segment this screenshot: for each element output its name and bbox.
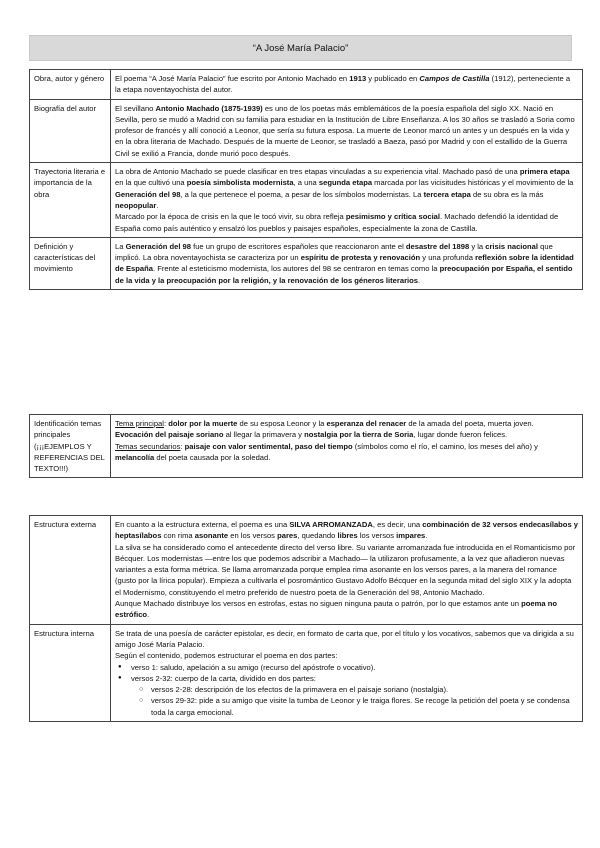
row-temas bbox=[30, 415, 583, 478]
table-group-3 bbox=[29, 515, 583, 722]
content-temas: Tema principal: dolor por la muerte de su esposa Leonor y la esperanza del renacer de la amada del poeta, muerta joven. Evocación del paisaje soriano al llegar la primavera y nostalgia por la tierra de Soria, lugar donde fueron felices. Temas secundarios: paisaje con valor sentimental, paso del tiempo (símbolos como el río, el camino, los meses del año) y melancolía del poeta causada por la soledad. bbox=[111, 415, 583, 478]
content-definicion: La Generación del 98 fue un grupo de escritores españoles que reaccionaron ante el desastre del 1898 y la crisis nacional que implicó. La obra noventayochista se caracteriza por un espíritu de protesta y renovación y una profunda reflexión sobre la identidad de España. Frente al esteticismo modernista, los autores del 98 se centraron en temas como la preocupación por España, el sentido de la vida y la preocupación por la religión, y la renovación de los géneros literarios. bbox=[111, 237, 583, 289]
label-externa: Estructura externa bbox=[30, 516, 111, 625]
row-trayectoria bbox=[30, 163, 583, 238]
row-bio bbox=[30, 99, 583, 162]
list-item: ○ versos 2-28: descripción de los efectos de la primavera en el paisaje soriano (nostalgia). bbox=[115, 684, 578, 695]
list-item: ○ versos 29-32: pide a su amigo que visite la tumba de Leonor y le traiga flores. Se recoge la petición del poeta y se condensa toda la carga emocional. bbox=[115, 695, 578, 718]
label-interna: Estructura interna bbox=[30, 624, 111, 721]
interna-intro: Se trata de una poesía de carácter epistolar, es decir, en formato de carta que, por el título y los vocativos, sabemos que va dirigida a su amigo José María Palacio. bbox=[115, 628, 574, 649]
content-interna bbox=[111, 624, 583, 721]
label-bio: Biografía del autor bbox=[30, 99, 111, 162]
content-externa: En cuanto a la estructura externa, el poema es una SILVA ARROMANZADA, es decir, una combinación de 32 versos endecasílabos y heptasílabos con rima asonante en los versos pares, quedando libres los versos impares. La silva se ha considerado como el antecedente directo del verso libre. Su variante arromanzada fue introducida en el Romanticismo por Bécquer. Los modernistas —entre los que podemos adscribir a Machado— la utilizaron profusamente, a la vez que añadieron nuevas variantes a esta forma métrica. Se llama arromanzada porque emplea rima asonante en los versos pares, a la manera del romance (gusto por la lírica popular). Empieza a cultivarla el posromántico Gustavo Adolfo Bécquer en la segunda mitad del siglo XIX y la adopta el Modernismo, constituyendo el metro preferido de nuestro poeta de la Generación del 98, Antonio Machado. Aunque Machado distribuye los versos en estrofas, estas no siguen ninguna pauta o patrón, por lo que estamos ante un poema no estrófico. bbox=[111, 516, 583, 625]
row-obra bbox=[30, 70, 583, 100]
list-item: ● verso 1: saludo, apelación a su amigo (recurso del apóstrofe o vocativo). bbox=[115, 662, 578, 673]
table-group-2 bbox=[29, 414, 583, 478]
row-externa bbox=[30, 516, 583, 625]
label-temas: Identificación temas principales (¡¡¡EJEMPLOS Y REFERENCIAS DEL TEXTO!!!) bbox=[30, 415, 111, 478]
label-obra: Obra, autor y género bbox=[30, 70, 111, 100]
document-title bbox=[29, 35, 572, 61]
list-item: ● versos 2-32: cuerpo de la carta, dividido en dos partes: bbox=[115, 673, 578, 684]
label-definicion: Definición y características del movimiento bbox=[30, 237, 111, 289]
content-trayectoria: La obra de Antonio Machado se puede clasificar en tres etapas vinculadas a su experiencia vital. Machado pasó de una primera etapa en la que cultivó una poesía simbolista modernista, a una segunda etapa marcada por las vicisitudes históricas y el movimiento de la Generación del 98, a la que pertenece el poema, a pesar de los símbolos modernistas. La tercera etapa de su obra es la más neopopular. Marcado por la época de crisis en la que le tocó vivir, su obra refleja pesimismo y crítica social. Machado defendió la identidad de España como país auténtico y ensalzó los pueblos y paisajes españoles, especialmente la zona de Castilla. bbox=[111, 163, 583, 238]
interna-partes: Según el contenido, podemos estructurar el poema en dos partes: bbox=[115, 651, 338, 661]
content-obra: El poema “A José María Palacio” fue escrito por Antonio Machado en 1913 y publicado en Campos de Castilla (1912), perteneciente a la etapa noventayochista del autor. bbox=[111, 70, 583, 100]
row-interna bbox=[30, 624, 583, 721]
document-title-text: “A José María Palacio” bbox=[252, 42, 349, 54]
row-definicion bbox=[30, 237, 583, 289]
label-trayectoria: Trayectoria literaria e importancia de la obra bbox=[30, 163, 111, 238]
content-bio: El sevillano Antonio Machado (1875-1939) es uno de los poetas más emblemáticos de la poesía española del siglo XX. Nació en Sevilla, pero se mudó a Madrid con su familia para estudiar en la Institución de Libre Enseñanza. A los 30 años se trasladó a Soria como profesor de francés y allí conoció a Leonor, que sería su futura esposa. La muerte de Leonor marcó un antes y un después en la vida y en la obra literaria de Machado. Después de la muerte de Leonor, se trasladó a Baeza, pasó por Madrid y con el estallido de la Guerra Civil se exilió a Francia, donde murió poco después. bbox=[111, 99, 583, 162]
table-group-1 bbox=[29, 69, 583, 290]
